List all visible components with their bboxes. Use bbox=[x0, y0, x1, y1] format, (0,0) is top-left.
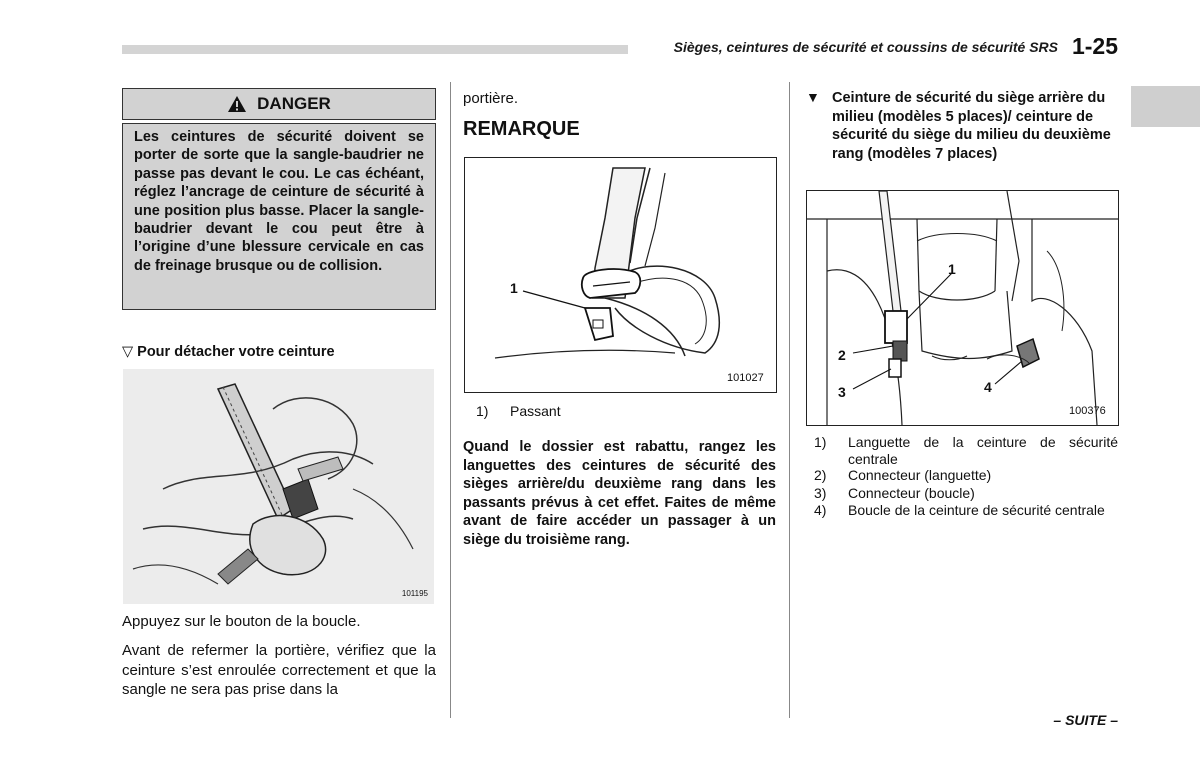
continued-marker: – SUITE – bbox=[1053, 712, 1118, 728]
hollow-triangle-icon: ▽ bbox=[122, 344, 134, 360]
legend-text: Connecteur (languette) bbox=[848, 467, 992, 483]
subheading-unfasten bbox=[122, 344, 335, 360]
legend-number: 1) bbox=[476, 403, 489, 419]
legend-item-3 bbox=[814, 485, 1118, 502]
hand-pressing-buckle-illustration bbox=[123, 369, 434, 604]
callout-1: 1 bbox=[948, 261, 956, 277]
callout-1: 1 bbox=[510, 280, 518, 296]
figure-code: 101027 bbox=[727, 372, 764, 384]
figure-code: 100376 bbox=[1069, 405, 1106, 417]
note-text: Quand le dossier est rabattu, rangez les languettes des ceintures de sécurité des sièges arrière/du deuxième rang dans les passants prévus à cet effet. Faites de même avant de faire accéder un passager à un siège du troisième rang. bbox=[463, 439, 776, 548]
section-heading-text: Ceinture de sécurité du siège arrière du milieu (modèles 5 places)/ ceinture de sécurité du siège du milieu du deuxième rang (modèles 7 places) bbox=[832, 90, 1111, 162]
center-seat-belt-illustration bbox=[807, 191, 1118, 425]
legend-item-4 bbox=[814, 502, 1120, 519]
column-divider-left bbox=[450, 82, 451, 718]
running-header-title: Sièges, ceintures de sécurité et coussins de sécurité SRS bbox=[673, 39, 1058, 55]
legend-item-1 bbox=[476, 403, 766, 420]
paragraph-check-retraction: Avant de refermer la portière, vérifiez que la ceinture s’est enroulée correctement et que la sangle ne sera pas prise dans la bbox=[122, 642, 436, 698]
callout-3: 3 bbox=[838, 384, 846, 400]
legend-number: 1) bbox=[814, 434, 827, 450]
subheading-text: Pour détacher votre ceinture bbox=[137, 344, 335, 360]
warning-triangle-icon bbox=[227, 95, 247, 113]
danger-label: DANGER bbox=[257, 94, 331, 113]
legend-text: Connecteur (boucle) bbox=[848, 485, 975, 501]
paragraph-press-button: Appuyez sur le bouton de la boucle. bbox=[122, 613, 361, 630]
belt-guide-illustration bbox=[465, 158, 776, 392]
section-thumb-tab bbox=[1131, 86, 1200, 127]
danger-text: Les ceintures de sécurité doivent se porter de sorte que la sangle-baudrier ne passe pas devant le cou. Le cas échéant, réglez l’ancrage de ceinture de sécurité à une position plus basse. Placer la sangle-baudrier devant le cou peut être à l’origine d’une blessure cervicale en cas de freinage brusque ou de collision. bbox=[122, 123, 436, 310]
solid-triangle-icon: ▼ bbox=[806, 89, 820, 105]
figure-code: 101195 bbox=[401, 589, 428, 598]
figure-buckle-release bbox=[123, 369, 434, 604]
legend-number: 2) bbox=[814, 467, 827, 483]
page-number: 1-25 bbox=[1071, 33, 1118, 59]
column-divider-right bbox=[789, 82, 790, 718]
header-rule bbox=[122, 45, 628, 54]
figure-center-belt bbox=[806, 190, 1119, 426]
section-heading bbox=[806, 89, 1118, 163]
legend-text: Languette de la ceinture de sécurité centrale bbox=[848, 434, 1118, 467]
legend-number: 4) bbox=[814, 502, 827, 518]
figure-belt-guide bbox=[464, 157, 777, 393]
note-heading: REMARQUE bbox=[463, 118, 580, 140]
danger-header bbox=[122, 88, 436, 120]
callout-4: 4 bbox=[984, 379, 992, 395]
callout-2: 2 bbox=[838, 347, 846, 363]
legend-item-1 bbox=[814, 434, 1118, 468]
legend-item-2 bbox=[814, 467, 1118, 484]
legend-number: 3) bbox=[814, 485, 827, 501]
paragraph-continued: portière. bbox=[463, 90, 519, 107]
legend-text: Passant bbox=[510, 403, 561, 419]
legend-text: Boucle de la ceinture de sécurité centrale bbox=[848, 502, 1105, 518]
